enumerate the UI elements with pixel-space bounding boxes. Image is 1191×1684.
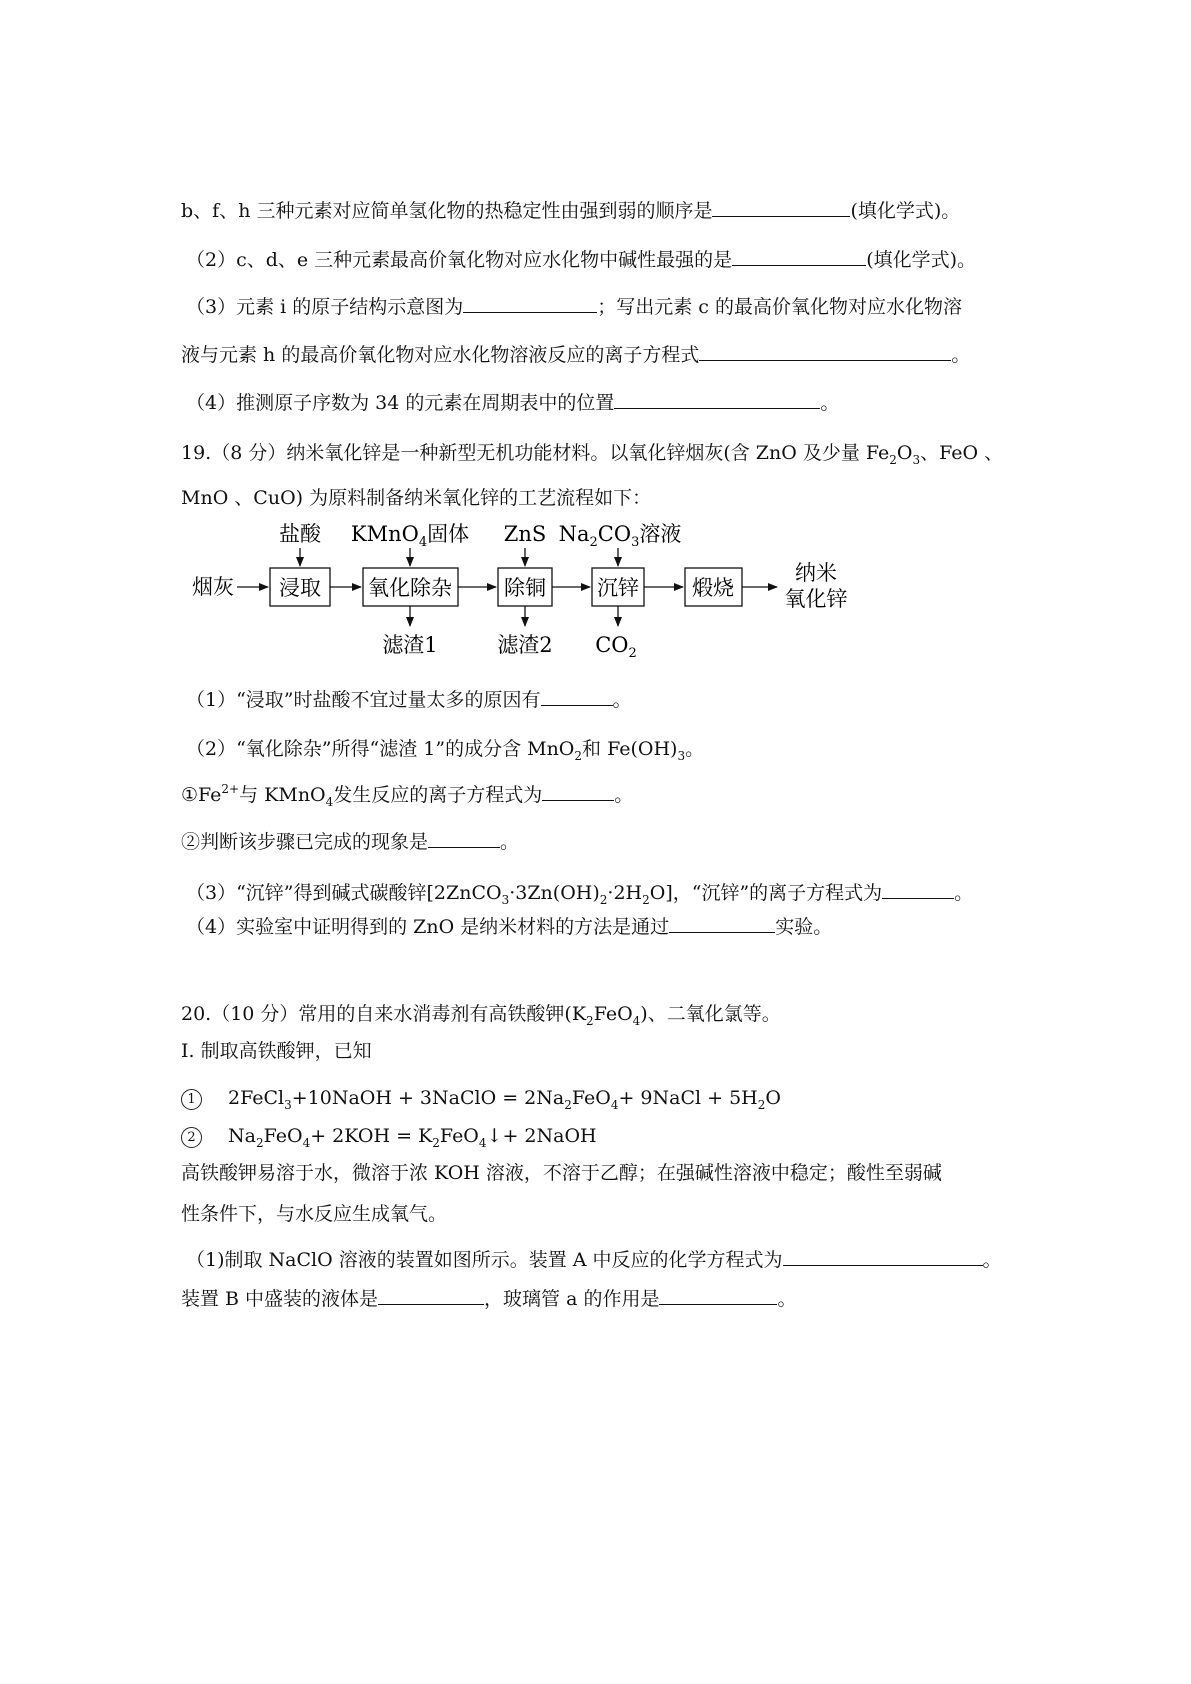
text-line-q3 [186,294,962,320]
text: 高铁酸钾易溶于水，微溶于浓 KOH 溶液，不溶于乙醇；在强碱性溶液中稳定；酸性至弱碱 [181,1162,942,1184]
text: O [896,442,913,464]
paragraph-line-2 [181,1201,447,1227]
text: （2）“氧化除杂”所得“滤渣 1”的成分含 MnO [186,738,575,760]
subscript: 2 [628,646,637,661]
question-20-header [181,1001,781,1027]
flow-input-zns: ZnS [503,522,547,546]
text: CO [595,633,629,657]
answer-blank[interactable] [541,687,613,706]
subscript: 2 [564,1098,572,1112]
text: （4）实验室中证明得到的 ZnO 是纳米材料的方法是通过 [186,916,670,938]
answer-blank[interactable] [712,198,850,217]
text: （4）推测原子序数为 34 的元素在周期表中的位置 [186,392,615,414]
text: ·2H [607,882,643,904]
flow-start-label: 烟灰 [192,575,234,599]
text: ①Fe [181,784,222,806]
paragraph-line-1 [181,1160,942,1186]
q19-sub4 [186,914,832,940]
question-19-header-continued [181,485,651,511]
text: b、f、h 三种元素对应简单氢化物的热稳定性由强到弱的顺序是 [181,200,713,222]
q20-sub1-continued [181,1286,796,1312]
subscript: 4 [632,1014,641,1028]
flow-step-copper-removal: 除铜 [504,576,546,600]
answer-blank[interactable] [699,342,951,361]
text: ；写出元素 c 的最高价氧化物对应水化物溶 [597,296,962,318]
text: ，玻璃管 a 的作用是 [484,1288,660,1310]
text-line-q2 [186,247,976,273]
text-line-q4 [186,390,839,416]
text: Na [558,522,590,546]
text: 。 [500,831,520,853]
flow-input-hcl: 盐酸 [279,522,321,546]
q19-sub2 [186,736,704,762]
subscript: 3 [501,893,510,907]
q19-sub2-ii [181,829,519,855]
subscript: 2 [599,893,608,907]
q19-sub3 [186,880,973,906]
q19-sub2-i [181,782,633,808]
process-flow-diagram [180,515,880,670]
flow-end-label-line2: 氧化锌 [784,587,848,611]
subscript: 3 [284,1098,292,1112]
text: 。 [614,784,634,806]
text: 。 [777,1288,797,1310]
text: 液与元素 h 的最高价氧化物对应水化物溶液反应的离子方程式 [181,344,700,366]
flow-step-zinc-precipitation: 沉锌 [597,576,639,600]
text: FeO [593,1003,633,1025]
text: ②判断该步骤已完成的现象是 [181,831,429,853]
text: Ⅰ. 制取高铁酸钾，已知 [181,1040,372,1062]
text: CO [597,522,632,546]
answer-blank[interactable] [463,294,597,313]
text: + 2KOH = K [310,1125,433,1147]
subscript: 3 [912,453,921,467]
subscript: 2 [589,535,598,550]
text: 。 [954,882,974,904]
text: 、FeO 、 [920,442,1004,464]
subscript: 2 [255,1136,264,1150]
text: 发生反应的离子方程式为 [333,784,543,806]
answer-blank[interactable] [614,390,820,409]
text: 。 [951,344,971,366]
answer-blank[interactable] [428,829,500,848]
equation-2 [181,1123,597,1149]
text: Na [228,1125,256,1147]
text: O [765,1087,781,1109]
answer-blank[interactable] [732,247,866,266]
flow-end-label-line1: 纳米 [795,561,837,585]
text: 溶液 [639,522,682,546]
text: (填化学式)。 [866,249,977,271]
text: 。 [820,392,840,414]
circled-number: 1 [181,1089,202,1110]
text: 实验。 [775,916,833,938]
subscript: 2 [889,453,897,467]
answer-blank[interactable] [378,1286,484,1305]
flow-step-leach: 浸取 [279,576,321,600]
flow-step-calcination: 煅烧 [692,576,734,600]
text: 。 [612,689,632,711]
text: FeO [571,1087,611,1109]
subscript: 2 [574,749,583,763]
text: +10NaOH + 3NaClO = 2Na [291,1087,565,1109]
text: 性条件下，与水反应生成氧气。 [181,1203,448,1225]
flow-output-residue-1: 滤渣1 [382,633,438,657]
subscript: 4 [610,1098,619,1112]
subscript: 2 [757,1098,766,1112]
subscript: 4 [302,1136,311,1150]
text: （1)制取 NaClO 溶液的装置如图所示。装置 A 中反应的化学方程式为 [186,1249,783,1271]
circled-number: 2 [181,1127,202,1148]
question-19-header [181,440,1003,466]
flow-input-kmno4 [351,522,469,550]
text: 和 Fe(OH) [582,738,678,760]
text: （3）“沉锌”得到碱式碳酸锌[2ZnCO [186,882,502,904]
subscript: 3 [631,535,640,550]
text: （1）“浸取”时盐酸不宜过量太多的原因有 [186,689,541,711]
answer-blank[interactable] [882,880,954,899]
text: KMnO [350,522,419,546]
text: MnO 、CuO) 为原料制备纳米氧化锌的工艺流程如下： [181,487,652,509]
text: O]，“沉锌”的离子方程式为 [649,882,883,904]
q20-sub1 [186,1247,1002,1273]
text: 20.（10 分）常用的自来水消毒剂有高铁酸钾(K [181,1003,587,1025]
text: )、二氧化氯等。 [640,1003,781,1025]
subscript: 4 [418,535,428,550]
flow-input-na2co3 [559,522,682,550]
subscript: 2 [586,1014,594,1028]
subscript: 4 [325,795,334,809]
flow-step-oxidation: 氧化除杂 [368,576,452,600]
text: (填化学式)。 [850,200,961,222]
text: 19.（8 分）纳米氧化锌是一种新型无机功能材料。以氧化锌烟灰(含 ZnO 及少量 Fe [181,442,890,464]
answer-blank[interactable] [669,914,775,933]
subscript: 4 [478,1136,487,1150]
text: 。 [685,738,705,760]
flow-output-residue-2: 滤渣2 [497,633,553,657]
text: （2）c、d、e 三种元素最高价氧化物对应水化物中碱性最强的是 [186,249,733,271]
text: + 9NaCl + 5H [618,1087,758,1109]
text: 2FeCl [228,1087,285,1109]
subscript: 3 [677,749,686,763]
answer-blank[interactable] [783,1247,983,1266]
equation-1 [181,1085,781,1111]
text: ↓+ 2NaOH [486,1125,597,1147]
answer-blank[interactable] [542,782,614,801]
text: 与 KMnO [239,784,326,806]
text: 。 [982,1249,1002,1271]
flow-output-co2 [595,633,637,661]
subscript: 2 [642,893,650,907]
subscript: 2 [432,1136,440,1150]
text-line-q3-continued [181,342,970,368]
text: ·3Zn(OH) [509,882,600,904]
text: 装置 B 中盛装的液体是 [181,1288,379,1310]
q20-part-I [181,1038,372,1064]
answer-blank[interactable] [659,1286,777,1305]
text: FeO [439,1125,479,1147]
superscript: 2+ [221,782,240,796]
text-line-hydride-stability [181,198,960,224]
text: FeO [263,1125,303,1147]
text: （3）元素 i 的原子结构示意图为 [186,296,464,318]
q19-sub1 [186,687,632,713]
text: 固体 [427,522,470,546]
